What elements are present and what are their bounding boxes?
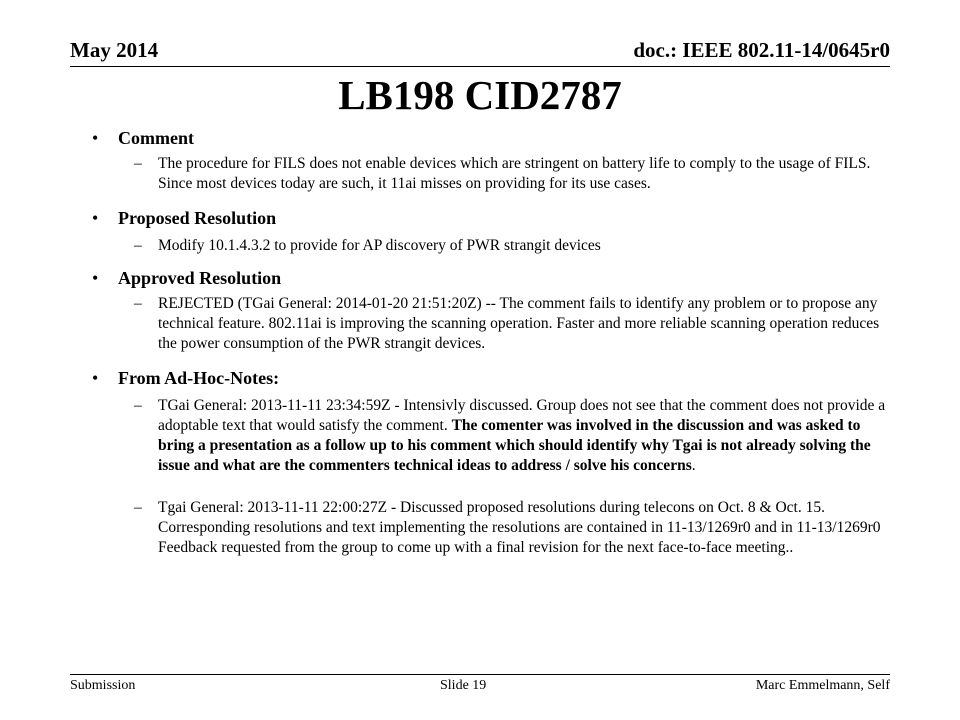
bullet-approved: • Approved Resolution — [92, 268, 282, 288]
footer-rule — [70, 674, 890, 675]
bullet-proposed: • Proposed Resolution — [92, 208, 277, 228]
header-doc-id: doc.: IEEE 802.11-14/0645r0 — [633, 38, 890, 62]
header-date: May 2014 — [70, 38, 159, 62]
bullet-proposed-label: Proposed Resolution — [118, 208, 277, 228]
footer-author: Marc Emmelmann, Self — [755, 678, 890, 693]
adhoc-note-1-bold: The comenter was involved in the discussion and was asked to bring a presentation as a follow up to his comment which should identify why Tgai is not already solving the issue and what are the commenters technical ideas to address / solve his concerns — [158, 417, 871, 474]
footer-submission: Submission — [70, 678, 136, 693]
header-rule — [70, 66, 890, 67]
proposed-text: – Modify 10.1.4.3.2 to provide for AP discovery of PWR strangit devices — [134, 237, 601, 254]
comment-text: – The procedure for FILS does not enable devices which are stringent on battery life to comply to the usage of FILS. Since most devices today are such, it 11ai misses on providing for its use cases. — [134, 155, 871, 192]
footer-slide-number: Slide 19 — [440, 678, 487, 693]
adhoc-note-2: – Tgai General: 2013-11-11 22:00:27Z - Discussed proposed resolutions during telecons on Oct. 8 & Oct. 15. Corresponding resolutions and text implementing the resolutions are contained in 11-13/1269r0 and in 11-13/1269r0 Feedback requested from the group to come up with a final revision for the next face-to-face meeting.. — [134, 499, 881, 556]
bullet-approved-label: Approved Resolution — [118, 268, 282, 288]
slide-content — [92, 126, 892, 558]
bullet-adhoc-label: From Ad-Hoc-Notes: — [118, 368, 280, 388]
approved-text: – REJECTED (TGai General: 2014-01-20 21:51:20Z) -- The comment fails to identify any problem or to propose any technical feature. 802.11ai is improving the scanning operation. Faster and more reliable scanning operation reduces the power consumption of the PWR strangit devices. — [134, 295, 880, 352]
bullet-comment: • Comment — [92, 128, 194, 148]
bullet-comment-label: Comment — [118, 128, 194, 148]
bullet-adhoc: • From Ad-Hoc-Notes: — [92, 368, 280, 388]
slide-title: LB198 CID2787 — [338, 72, 622, 118]
adhoc-note-1: – TGai General: 2013-11-11 23:34:59Z - Intensivly discussed. Group does not see that the comment does not provide a adoptable text that would satisfy the comment. The comenter was involved in the discussion and was asked to bring a presentation as a follow up to his comment which should identify why Tgai is not already solving the issue and what are the commenters technical ideas to address / solve his concerns. — [134, 397, 886, 474]
